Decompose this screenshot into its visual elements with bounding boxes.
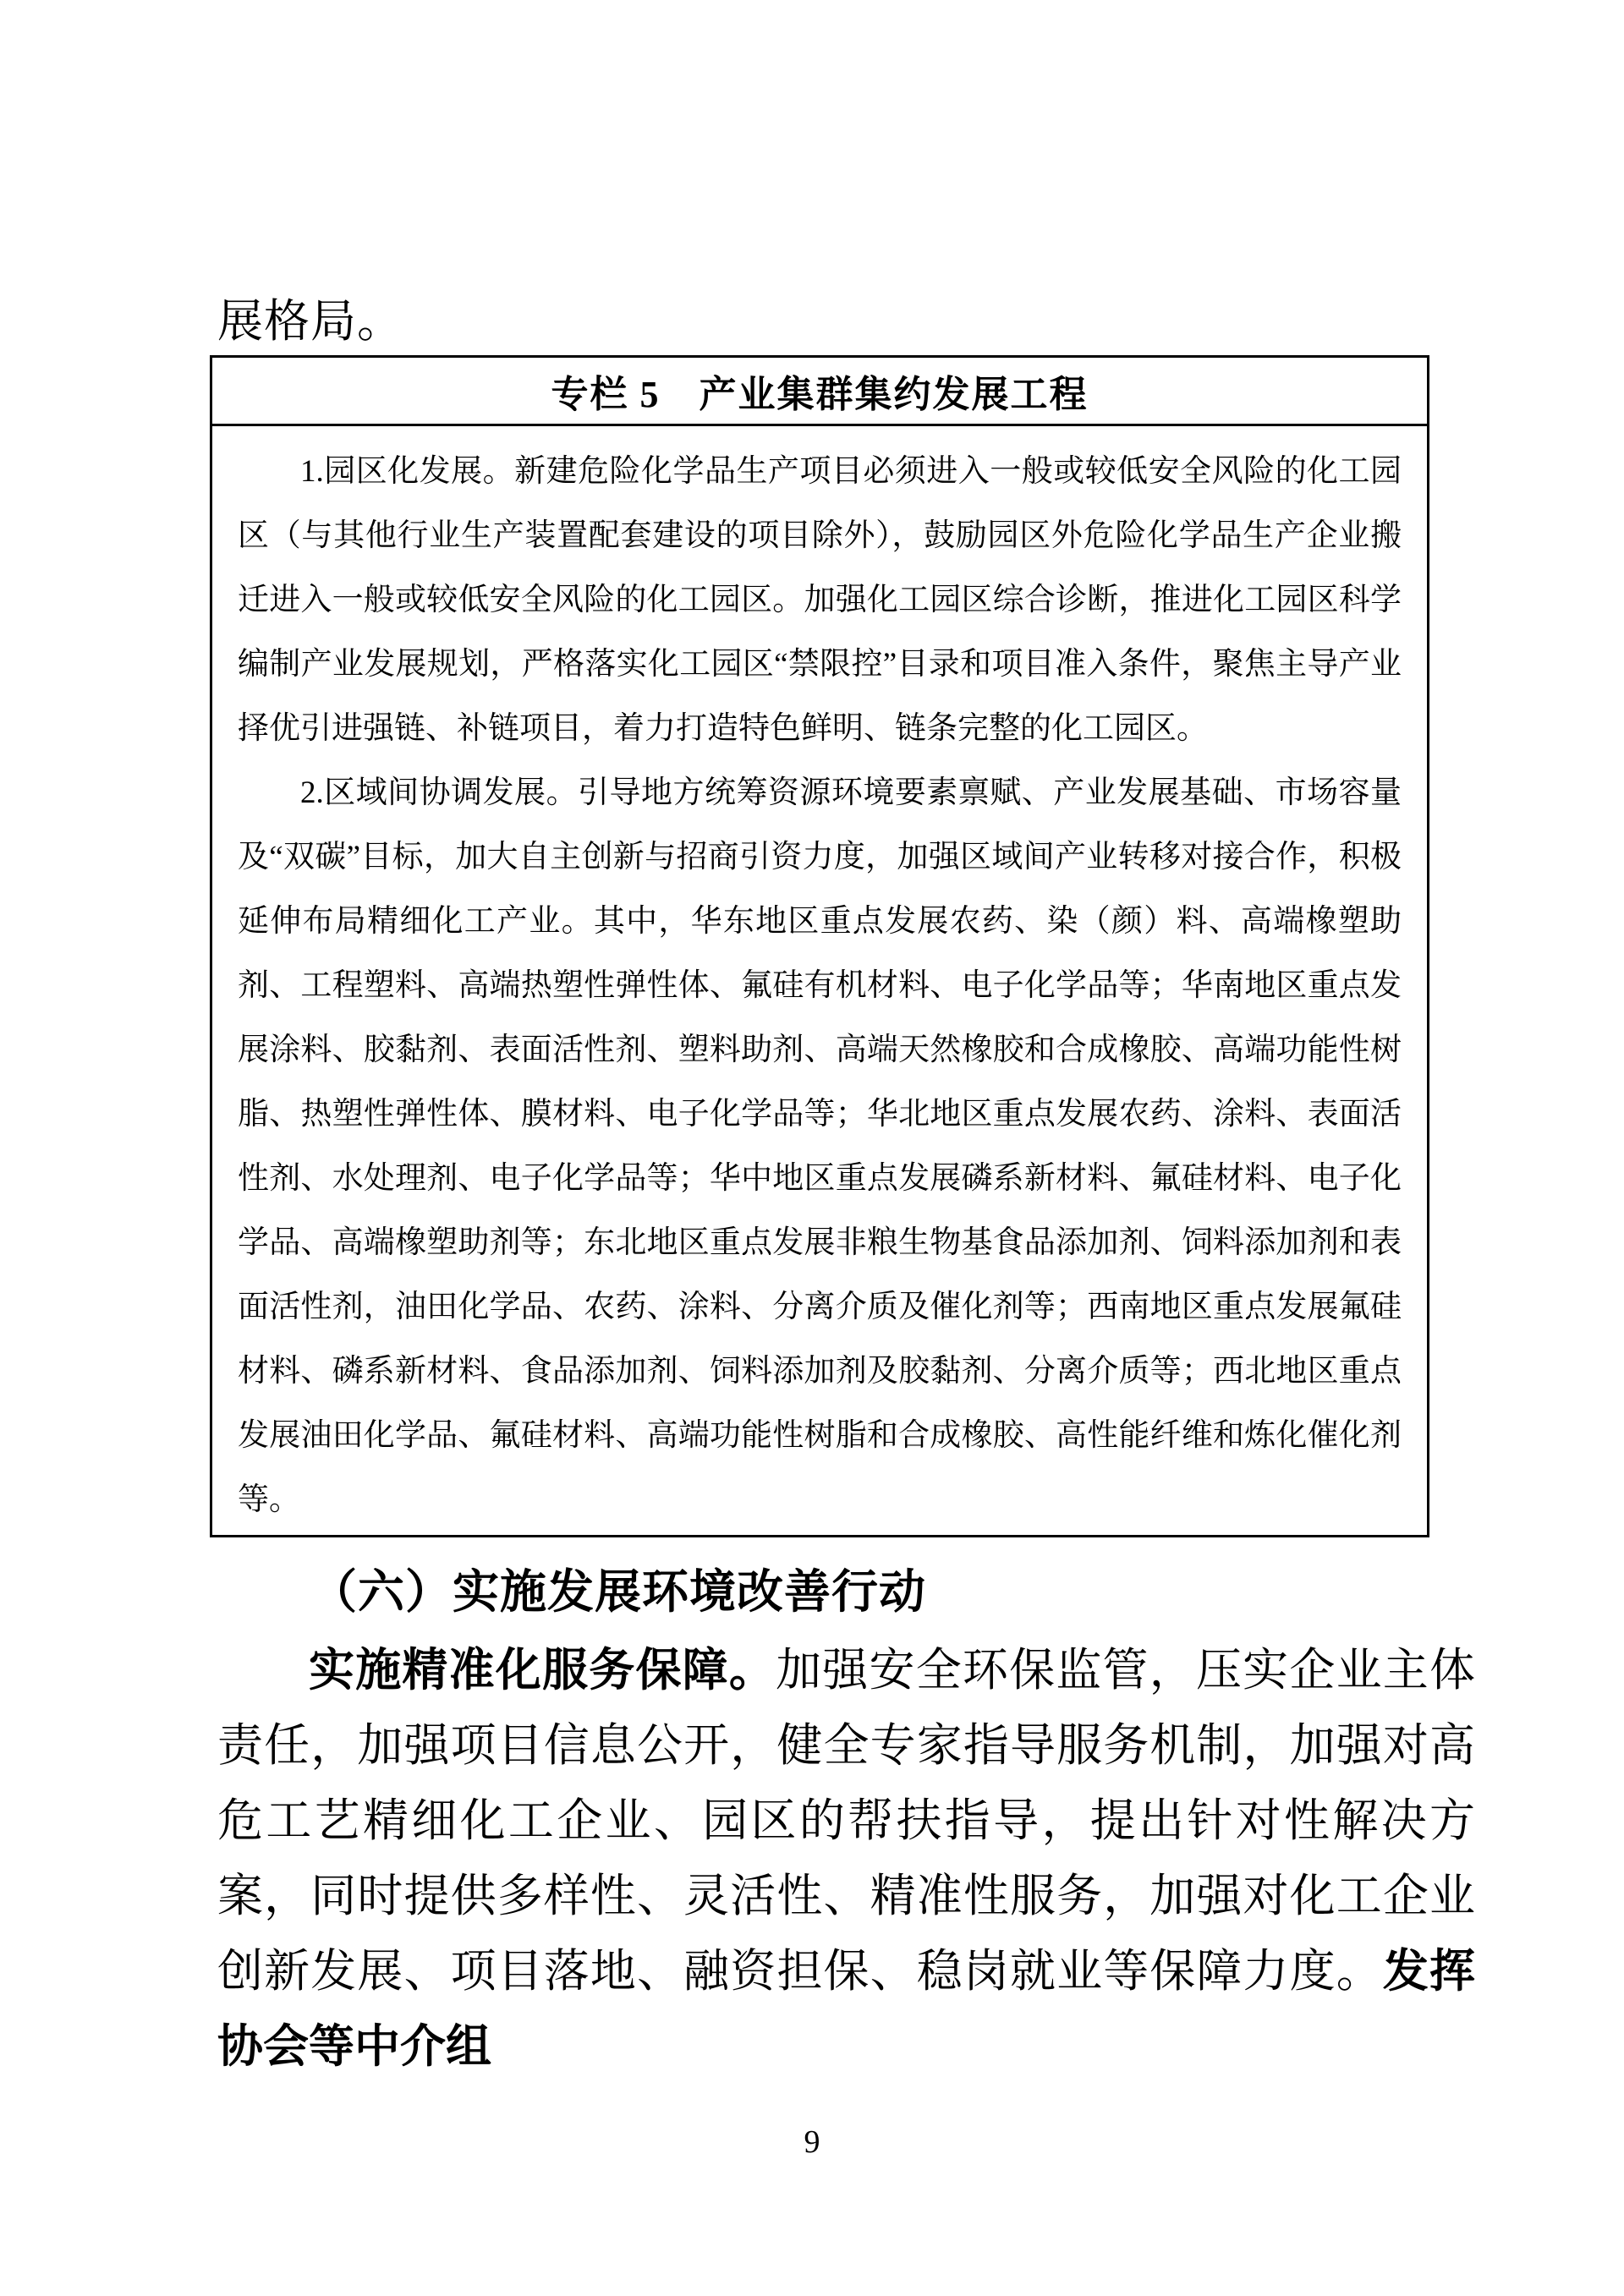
box-paragraph-regions: 2.区域间协调发展。引导地方统筹资源环境要素禀赋、产业发展基础、市场容量及“双碳”目标，加大自主创新与招商引资力度，加强区域间产业转移对接合作，积极延伸布局精细化工产业。其中，华东地区重点发展农药、染（颜）料、高端橡塑助剂、工程塑料、高端热塑性弹性体、氟硅有机材料、电子化学品等；华南地区重点发展涂料、胶黏剂、表面活性剂、塑料助剂、高端天然橡胶和合成橡胶、高端功能性树脂、热塑性弹性体、膜材料、电子化学品等；华北地区重点发展农药、涂料、表面活性剂、水处理剂、电子化学品等；华中地区重点发展磷系新材料、氟硅材料、电子化学品、高端橡塑助剂等；东北地区重点发展非粮生物基食品添加剂、饲料添加剂和表面活性剂，油田化学品、农药、涂料、分离介质及催化剂等；西南地区重点发展氟硅材料、磷系新材料、食品添加剂、饲料添加剂及胶黏剂、分离介质等；西北地区重点发展油田化学品、氟硅材料、高端功能性树脂和合成橡胶、高性能纤维和炼化催化剂等。 [238,775,1402,1517]
body-paragraph [217,1633,1475,2085]
page-number: 9 [804,2124,820,2160]
paragraph-tail-bold: 发挥协会等中介组 [217,1946,1476,2072]
paragraph-lead-bold: 实施精准化服务保障。 [309,1645,776,1696]
continuation-text: 展格局。 [217,296,403,347]
paragraph-body-text: 加强安全环保监管，压实企业主体责任，加强项目信息公开，健全专家指导服务机制，加强对高危工艺精细化工企业、园区的帮扶指导，提出针对性解决方案，同时提供多样性、灵活性、精准性服务，加强对化工企业创新发展、项目落地、融资担保、稳岗就业等保障力度。 [217,1645,1476,1997]
callout-box-title: 专栏 5 产业集群集约发展工程 [212,358,1427,426]
callout-box-body [212,426,1427,1532]
callout-box [210,355,1429,1537]
section-heading: （六）实施发展环境改善行动 [310,1566,927,1618]
box-paragraph-parks: 1.园区化发展。新建危险化学品生产项目必须进入一般或较低安全风险的化工园区（与其他行业生产装置配套建设的项目除外），鼓励园区外危险化学品生产企业搬迁进入一般或较低安全风险的化工园区。加强化工园区综合诊断，推进化工园区科学编制产业发展规划，严格落实化工园区“禁限控”目录和项目准入条件，聚焦主导产业择优引进强链、补链项目，着力打造特色鲜明、链条完整的化工园区。 [238,454,1402,746]
